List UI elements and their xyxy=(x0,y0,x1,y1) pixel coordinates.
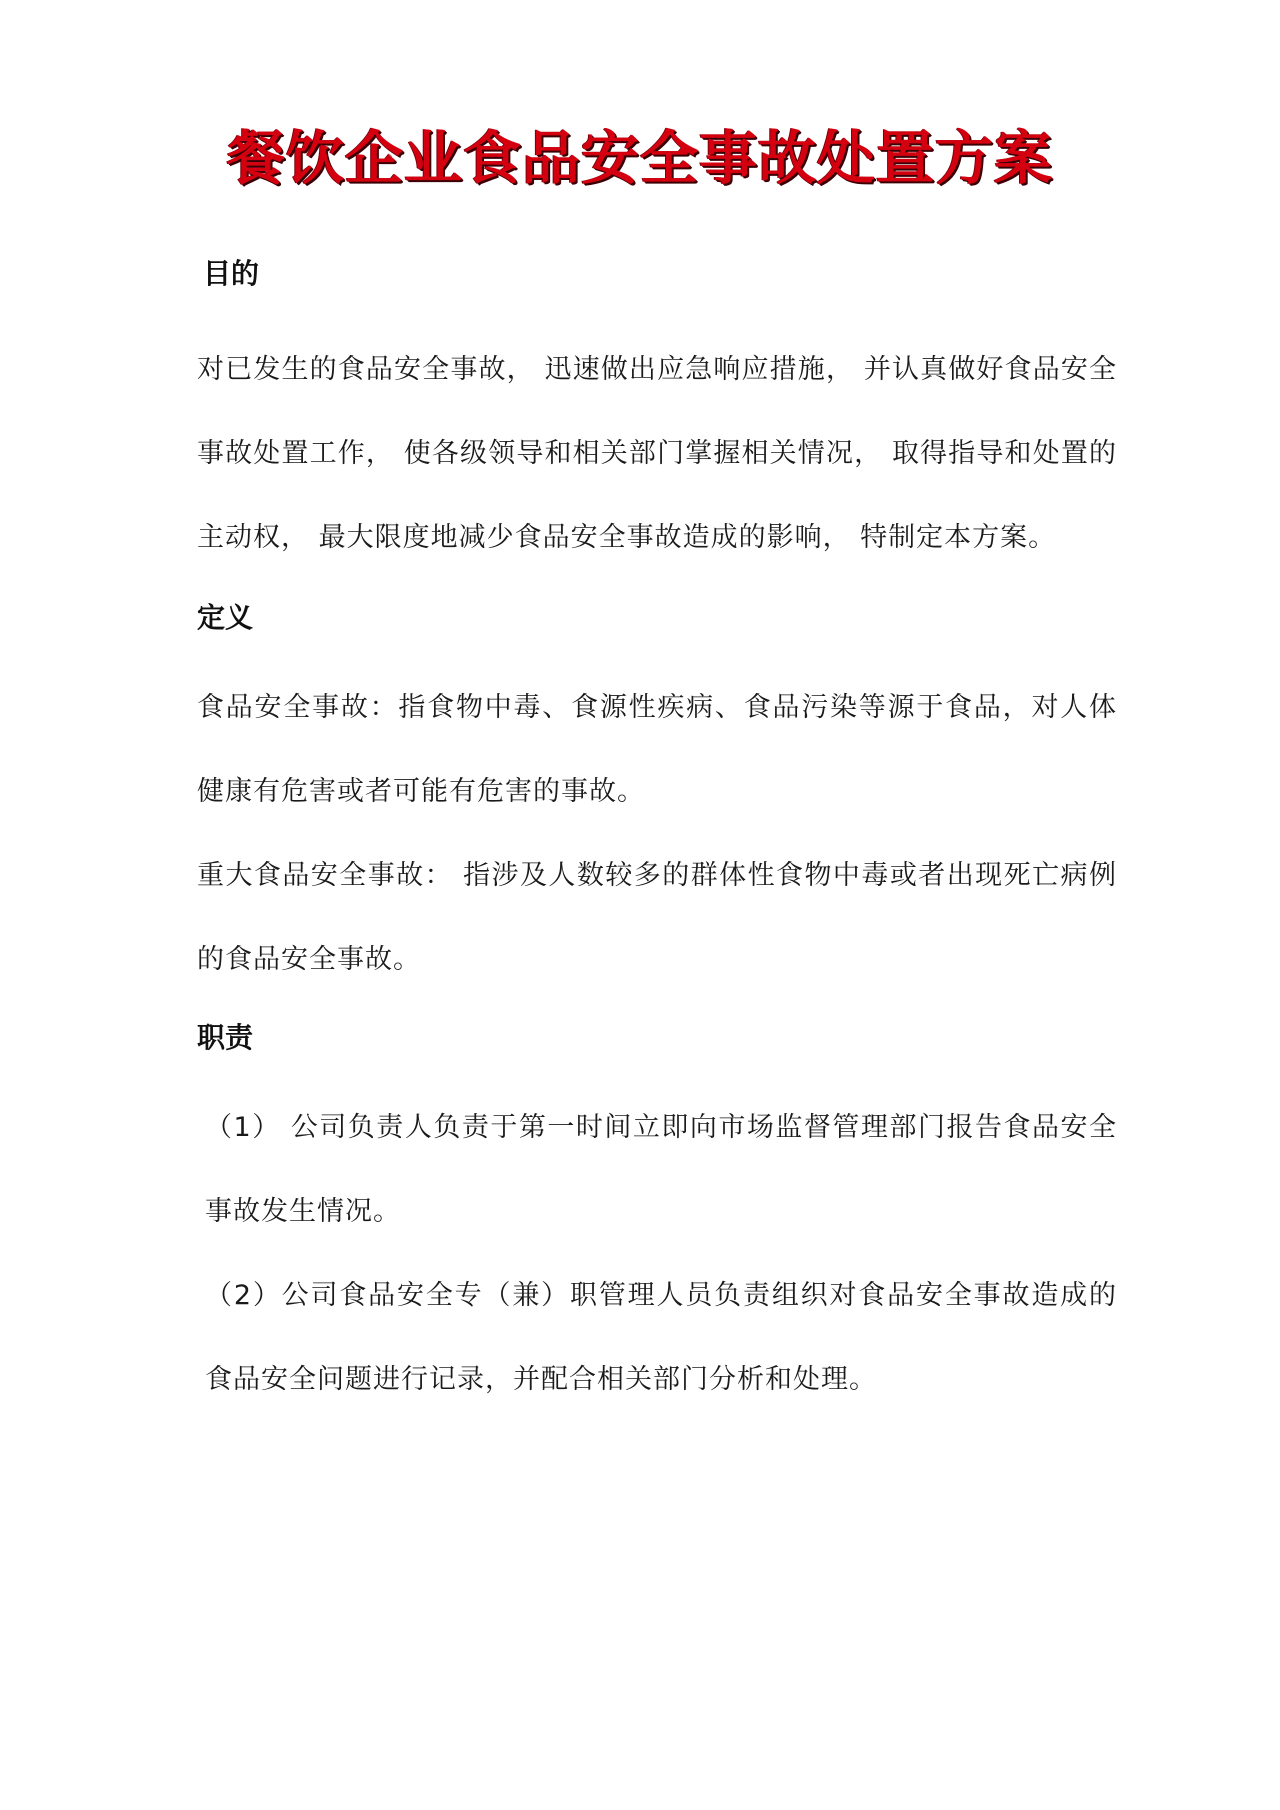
section-purpose xyxy=(197,244,1117,580)
document-body xyxy=(197,244,1117,1422)
definition-item: 重大食品安全事故： 指涉及人数较多的群体性食物中毒或者出现死亡病例的食品安全事故。 xyxy=(197,860,1117,975)
duty-item: （1） 公司负责人负责于第一时间立即向市场监督管理部门报告食品安全事故发生情况。 xyxy=(205,1112,1117,1227)
definition-item: 食品安全事故：指食物中毒、食源性疾病、食品污染等源于食品，对人体健康有危害或者可能有危害的事故。 xyxy=(197,692,1117,807)
section-definition xyxy=(197,588,1117,1002)
section-heading-duties: 职责 xyxy=(197,1021,254,1054)
document-title: 餐饮企业食品安全事故处置方案 xyxy=(226,124,1053,192)
section-duties xyxy=(197,1008,1117,1422)
purpose-paragraph: 对已发生的食品安全事故， 迅速做出应急响应措施， 并认真做好食品安全事故处置工作， 使各级领导和相关部门掌握相关情况， 取得指导和处置的主动权， 最大限度地减少食品安全事故造成的影响， 特制定本方案。 xyxy=(197,354,1117,553)
section-heading-purpose: 目的 xyxy=(203,257,260,290)
section-heading-definition: 定义 xyxy=(197,601,254,634)
duty-item: （2）公司食品安全专（兼）职管理人员负责组织对食品安全事故造成的食品安全问题进行记录，并配合相关部门分析和处理。 xyxy=(205,1280,1117,1395)
